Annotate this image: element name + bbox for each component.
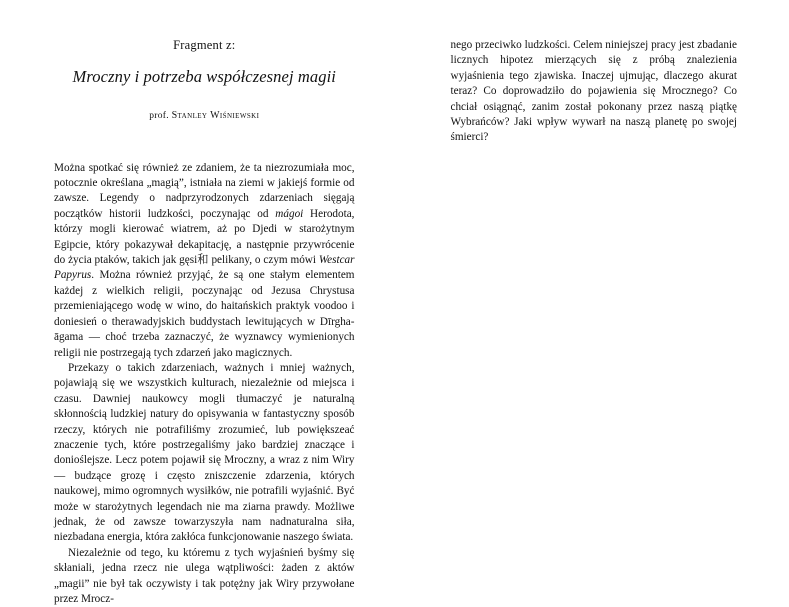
text-run: Herodota, którzy mogli kierować wiatrem, aż po Djedi w starożytnym Egipcie, który pokazywał dekapitację, a następnie przywrócenie do życia ptaków, takich jak gęsi和 pelikany, o czym mówi (54, 208, 355, 266)
text-run: nego przeciwko ludzkości. Celem niniejszej pracy jest zbadanie licznych hipotez mierzących się z próbą znalezienia wyjaśnienia tego zjawiska. Inaczej ujmując, dlaczego akurat teraz? Co doprowadziło do pojawienia się Mrocznego? Co chciał osiągnąć, zanim został pokonany przez naszą piątkę Wybrańców? Jaki wpływ wywarł na naszą planetę po swojej śmierci? (451, 39, 738, 143)
author-byline (54, 110, 355, 121)
left-column (0, 0, 395, 600)
author-name: Stanley Wiśniewski (172, 110, 260, 121)
italic-term: Westcar Papyrus (54, 254, 355, 281)
text-run: Można spotkać się również ze zdaniem, że ta niezrozumiała moc, potocznie określana „magią”, istniała na ziemi w jakiejś formie od zawsze. Legendy o nadprzyrodzonych zdarzeniach sięgają początków historii ludzkości, poczynając od (54, 162, 355, 220)
left-column-body (54, 161, 355, 607)
paragraph (54, 161, 355, 361)
text-run: Niezależnie od tego, ku któremu z tych wyjaśnień byśmy się skłaniali, jedna rzecz nie ulega wątpliwości: żaden z aktów „magii” nie był tak oczywisty i tak potężny jak Wiry przywołane przez Mrocz- (54, 547, 355, 605)
author-prefix: prof. (149, 111, 171, 121)
paragraph (451, 38, 738, 146)
right-column (395, 0, 789, 600)
right-column-body (451, 38, 738, 146)
fragment-label: Fragment z: (54, 38, 355, 53)
paragraph (54, 361, 355, 546)
paragraph (54, 546, 355, 607)
text-run: . Można również przyjąć, że są one stałym elementem każdej z wielkich religii, poczynając od Jezusa Chrystusa przemieniającego wodę w wino, do haitańskich praktyk voodoo i doniesień o therawadyjskich buddystach lewitujących w Dīrgha-āgama — choć trzeba zaznaczyć, że wyznawcy wymienionych religii nie postrzegają tych zdarzeń jako magicznych. (54, 269, 355, 358)
italic-term: mágoi (275, 208, 303, 220)
page-title: Mroczny i potrzeba współczesnej magii (54, 67, 355, 88)
text-run: Przekazy o takich zdarzeniach, ważnych i mniej ważnych, pojawiają się we wszystkich kulturach, niezależnie od miejsca i czasu. Dawniej naukowcy mogli tłumaczyć je naturalną skłonnością ludzkiej natury do opisywania w fantastyczny sposób rzeczy, których nie potrafiliśmy zrozumieć, lub powiększeać znaczenie tych, które postrzegaliśmy jako bardziej znaczące i donioślejsze. Lecz potem pojawił się Mroczny, a wraz z nim Wiry — budzące grozę i często zniszczenie zdarzenia, których naukowej, mimo ogromnych wysiłków, nie potrafili wyjaśnić. Być może w starożytnych legendach nie ma ziarna prawdy. Możliwe jednak, że od zawsze towarzyszyła nam nadnaturalna siła, niezbadana energia, która zakłóca funkcjonowanie naszego świata. (54, 362, 355, 543)
